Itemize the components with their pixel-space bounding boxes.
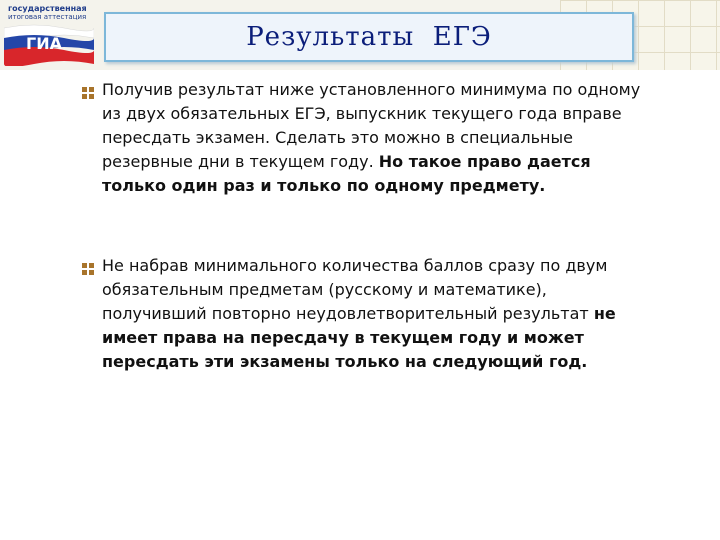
bullet-2-normal: Не набрав минимального количества баллов сразу по двум обязательным предметам (русскому и математике), получивший повторно неудовлетворительный результат: [102, 256, 608, 323]
bullet-1-normal: Получив результат ниже установленного минимума по одному из двух обязательных ЕГЭ, выпускник текущего года вправе пересдать экзамен. Сделать это можно в специальные резервные дни в текущем году.: [102, 80, 641, 171]
logo-line2: итоговая аттестация: [8, 13, 87, 21]
title-box: [104, 12, 634, 62]
bullet-2-bold: не имеет права на пересдачу в текущем году и может пересдать эти экзамены только на следующий год.: [102, 304, 616, 371]
bullet-item-1: [82, 78, 642, 198]
gia-logo: [4, 4, 94, 66]
logo-mark: ГИА: [26, 34, 62, 53]
bullet-item-2: [82, 254, 642, 374]
bullet-icon: [82, 87, 94, 99]
bullet-text-2: [102, 254, 642, 374]
bullet-1-bold: Но такое право дается только один раз и только по одному предмету.: [102, 152, 591, 195]
bullet-text-1: [102, 78, 642, 198]
bullet-icon: [82, 263, 94, 275]
logo-line1: государственная: [8, 4, 87, 13]
page-title: Результаты ЕГЭ: [246, 22, 492, 52]
